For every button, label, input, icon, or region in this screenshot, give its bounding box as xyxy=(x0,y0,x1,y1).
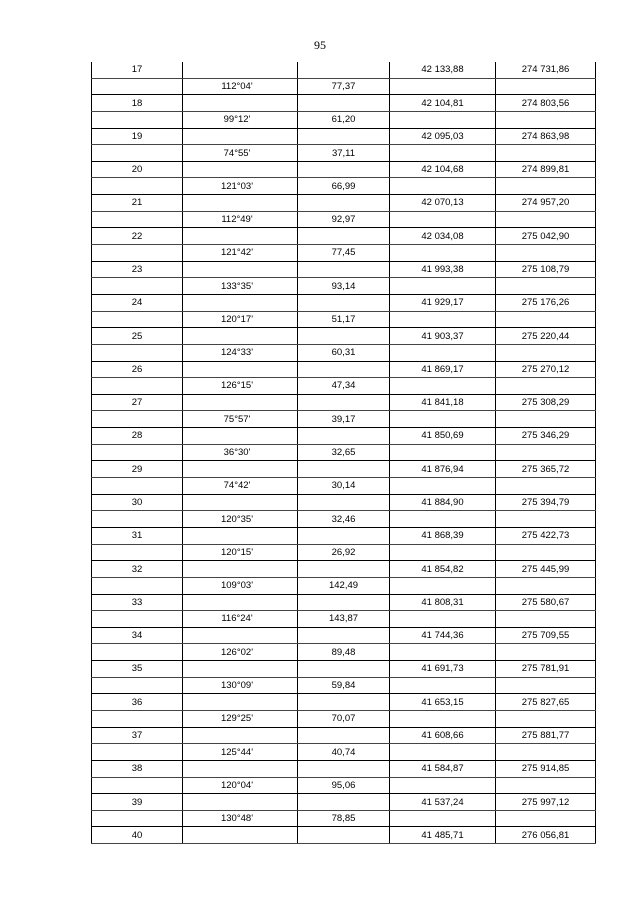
cell-x: 42 104,81 xyxy=(390,95,496,112)
cell-distance xyxy=(298,627,390,644)
table-row-segment xyxy=(92,577,596,594)
cell-angle: 133°35' xyxy=(183,278,298,295)
cell-angle xyxy=(183,294,298,311)
table-row-point xyxy=(92,527,596,544)
table-row-segment xyxy=(92,710,596,727)
cell-point-id xyxy=(92,78,183,95)
cell-point-id: 33 xyxy=(92,594,183,611)
cell-y: 274 803,56 xyxy=(496,95,596,112)
cell-x xyxy=(390,577,496,594)
cell-angle: 124°33' xyxy=(183,344,298,361)
cell-point-id xyxy=(92,710,183,727)
cell-y: 275 042,90 xyxy=(496,228,596,245)
cell-point-id xyxy=(92,611,183,628)
cell-point-id xyxy=(92,511,183,528)
cell-angle: 125°44' xyxy=(183,744,298,761)
cell-point-id xyxy=(92,278,183,295)
cell-angle: 109°03' xyxy=(183,577,298,594)
cell-distance xyxy=(298,361,390,378)
cell-distance: 77,37 xyxy=(298,78,390,95)
cell-y: 275 220,44 xyxy=(496,328,596,345)
cell-distance: 37,11 xyxy=(298,145,390,162)
cell-x xyxy=(390,810,496,827)
cell-point-id: 29 xyxy=(92,461,183,478)
table-row-segment xyxy=(92,810,596,827)
table-row-segment xyxy=(92,644,596,661)
cell-y: 275 108,79 xyxy=(496,261,596,278)
cell-x xyxy=(390,211,496,228)
cell-y xyxy=(496,677,596,694)
cell-distance xyxy=(298,794,390,811)
cell-distance xyxy=(298,561,390,578)
cell-point-id xyxy=(92,211,183,228)
cell-distance: 92,97 xyxy=(298,211,390,228)
cell-distance xyxy=(298,827,390,844)
cell-point-id xyxy=(92,444,183,461)
cell-angle xyxy=(183,261,298,278)
cell-distance: 30,14 xyxy=(298,478,390,495)
cell-point-id: 18 xyxy=(92,95,183,112)
cell-point-id xyxy=(92,810,183,827)
cell-point-id: 39 xyxy=(92,794,183,811)
cell-distance xyxy=(298,161,390,178)
cell-angle xyxy=(183,195,298,212)
table-row-segment xyxy=(92,777,596,794)
cell-point-id xyxy=(92,311,183,328)
cell-y: 275 781,91 xyxy=(496,661,596,678)
cell-y: 276 056,81 xyxy=(496,827,596,844)
cell-y xyxy=(496,178,596,195)
cell-point-id: 24 xyxy=(92,294,183,311)
cell-point-id xyxy=(92,644,183,661)
cell-point-id: 31 xyxy=(92,527,183,544)
cell-distance: 89,48 xyxy=(298,644,390,661)
cell-distance: 51,17 xyxy=(298,311,390,328)
cell-x xyxy=(390,444,496,461)
table-row-point xyxy=(92,294,596,311)
cell-y: 275 580,67 xyxy=(496,594,596,611)
cell-x xyxy=(390,544,496,561)
cell-angle xyxy=(183,328,298,345)
table-row-point xyxy=(92,95,596,112)
cell-distance: 70,07 xyxy=(298,710,390,727)
cell-point-id xyxy=(92,544,183,561)
table-row-segment xyxy=(92,511,596,528)
cell-distance xyxy=(298,128,390,145)
cell-y xyxy=(496,478,596,495)
table-row-segment xyxy=(92,378,596,395)
table-row-segment xyxy=(92,744,596,761)
table-row-point xyxy=(92,661,596,678)
cell-distance: 32,46 xyxy=(298,511,390,528)
cell-x xyxy=(390,111,496,128)
cell-x xyxy=(390,677,496,694)
cell-distance xyxy=(298,527,390,544)
cell-angle xyxy=(183,461,298,478)
cell-point-id: 27 xyxy=(92,394,183,411)
cell-y xyxy=(496,577,596,594)
cell-y xyxy=(496,145,596,162)
cell-y: 275 394,79 xyxy=(496,494,596,511)
cell-x: 41 929,17 xyxy=(390,294,496,311)
cell-angle xyxy=(183,394,298,411)
cell-point-id: 37 xyxy=(92,727,183,744)
cell-angle xyxy=(183,694,298,711)
cell-angle xyxy=(183,661,298,678)
cell-x: 42 034,08 xyxy=(390,228,496,245)
cell-angle xyxy=(183,428,298,445)
cell-angle: 121°03' xyxy=(183,178,298,195)
cell-distance xyxy=(298,261,390,278)
cell-x: 41 608,66 xyxy=(390,727,496,744)
cell-x: 41 903,37 xyxy=(390,328,496,345)
cell-x: 41 884,90 xyxy=(390,494,496,511)
cell-distance xyxy=(298,95,390,112)
table-row-point xyxy=(92,161,596,178)
cell-x xyxy=(390,278,496,295)
table-row-segment xyxy=(92,411,596,428)
cell-y xyxy=(496,111,596,128)
page-number: 95 xyxy=(314,38,326,52)
cell-x xyxy=(390,245,496,262)
table-row-point xyxy=(92,128,596,145)
table-row-segment xyxy=(92,344,596,361)
cell-point-id xyxy=(92,478,183,495)
table-row-point xyxy=(92,195,596,212)
cell-y: 274 863,98 xyxy=(496,128,596,145)
cell-distance xyxy=(298,228,390,245)
cell-y xyxy=(496,311,596,328)
cell-x: 42 095,03 xyxy=(390,128,496,145)
table-row-point xyxy=(92,594,596,611)
cell-y xyxy=(496,710,596,727)
cell-angle xyxy=(183,627,298,644)
cell-point-id: 17 xyxy=(92,62,183,78)
cell-x: 41 868,39 xyxy=(390,527,496,544)
table-row-point xyxy=(92,461,596,478)
cell-angle xyxy=(183,794,298,811)
cell-distance: 59,84 xyxy=(298,677,390,694)
cell-x xyxy=(390,710,496,727)
cell-y xyxy=(496,245,596,262)
cell-point-id xyxy=(92,344,183,361)
cell-distance xyxy=(298,694,390,711)
table-row-point xyxy=(92,494,596,511)
table-row-segment xyxy=(92,311,596,328)
table-row-segment xyxy=(92,178,596,195)
cell-point-id xyxy=(92,145,183,162)
cell-distance: 142,49 xyxy=(298,577,390,594)
cell-x: 42 133,88 xyxy=(390,62,496,78)
cell-x: 41 691,73 xyxy=(390,661,496,678)
cell-x xyxy=(390,511,496,528)
cell-x xyxy=(390,478,496,495)
table-row-segment xyxy=(92,677,596,694)
cell-x: 41 653,15 xyxy=(390,694,496,711)
cell-angle xyxy=(183,594,298,611)
cell-point-id xyxy=(92,245,183,262)
table-row-point xyxy=(92,361,596,378)
cell-y: 275 827,65 xyxy=(496,694,596,711)
cell-y xyxy=(496,777,596,794)
cell-y: 275 365,72 xyxy=(496,461,596,478)
cell-x: 41 485,71 xyxy=(390,827,496,844)
cell-distance xyxy=(298,62,390,78)
cell-y: 275 997,12 xyxy=(496,794,596,811)
table-row-point xyxy=(92,561,596,578)
cell-angle xyxy=(183,527,298,544)
table-row-segment xyxy=(92,611,596,628)
cell-x xyxy=(390,411,496,428)
cell-angle xyxy=(183,561,298,578)
cell-x xyxy=(390,178,496,195)
cell-angle xyxy=(183,95,298,112)
cell-y: 275 445,99 xyxy=(496,561,596,578)
cell-angle: 126°15' xyxy=(183,378,298,395)
cell-angle: 36°30' xyxy=(183,444,298,461)
coordinates-table xyxy=(91,62,596,844)
cell-y xyxy=(496,511,596,528)
cell-x: 41 850,69 xyxy=(390,428,496,445)
cell-point-id: 30 xyxy=(92,494,183,511)
table-row-segment xyxy=(92,544,596,561)
table-row-point xyxy=(92,760,596,777)
cell-angle: 112°04' xyxy=(183,78,298,95)
cell-distance: 95,06 xyxy=(298,777,390,794)
cell-y: 275 881,77 xyxy=(496,727,596,744)
cell-angle: 112°49' xyxy=(183,211,298,228)
cell-x xyxy=(390,344,496,361)
cell-y xyxy=(496,278,596,295)
cell-distance xyxy=(298,661,390,678)
cell-x xyxy=(390,611,496,628)
coordinates-table-body xyxy=(92,62,596,844)
cell-x: 41 744,36 xyxy=(390,627,496,644)
cell-x: 41 537,24 xyxy=(390,794,496,811)
cell-distance: 60,31 xyxy=(298,344,390,361)
cell-angle: 129°25' xyxy=(183,710,298,727)
cell-point-id: 21 xyxy=(92,195,183,212)
cell-angle xyxy=(183,62,298,78)
cell-distance xyxy=(298,494,390,511)
cell-angle xyxy=(183,727,298,744)
cell-angle xyxy=(183,827,298,844)
cell-angle: 120°15' xyxy=(183,544,298,561)
cell-y xyxy=(496,344,596,361)
cell-distance: 39,17 xyxy=(298,411,390,428)
cell-point-id xyxy=(92,378,183,395)
cell-angle: 130°48' xyxy=(183,810,298,827)
table-row-point xyxy=(92,694,596,711)
cell-x xyxy=(390,78,496,95)
cell-y: 275 914,85 xyxy=(496,760,596,777)
cell-angle: 74°42' xyxy=(183,478,298,495)
cell-y: 274 957,20 xyxy=(496,195,596,212)
table-row-point xyxy=(92,261,596,278)
cell-y: 275 422,73 xyxy=(496,527,596,544)
cell-angle xyxy=(183,128,298,145)
cell-y: 274 731,86 xyxy=(496,62,596,78)
cell-distance: 78,85 xyxy=(298,810,390,827)
table-row-segment xyxy=(92,444,596,461)
cell-distance: 40,74 xyxy=(298,744,390,761)
cell-point-id: 34 xyxy=(92,627,183,644)
table-row-point xyxy=(92,328,596,345)
cell-y xyxy=(496,810,596,827)
cell-angle: 99°12' xyxy=(183,111,298,128)
cell-angle: 130°09' xyxy=(183,677,298,694)
table-row-point xyxy=(92,428,596,445)
table-row-point xyxy=(92,627,596,644)
cell-y xyxy=(496,611,596,628)
cell-point-id xyxy=(92,577,183,594)
cell-point-id: 28 xyxy=(92,428,183,445)
table-row-segment xyxy=(92,211,596,228)
cell-distance xyxy=(298,760,390,777)
cell-angle xyxy=(183,228,298,245)
cell-y: 275 308,29 xyxy=(496,394,596,411)
cell-y xyxy=(496,644,596,661)
cell-x xyxy=(390,145,496,162)
cell-point-id: 22 xyxy=(92,228,183,245)
cell-x xyxy=(390,744,496,761)
cell-y: 275 709,55 xyxy=(496,627,596,644)
cell-y xyxy=(496,544,596,561)
cell-x: 41 854,82 xyxy=(390,561,496,578)
table-row-segment xyxy=(92,78,596,95)
cell-y xyxy=(496,411,596,428)
table-row-point xyxy=(92,62,596,78)
cell-angle xyxy=(183,760,298,777)
cell-distance: 143,87 xyxy=(298,611,390,628)
cell-y xyxy=(496,211,596,228)
table-row-segment xyxy=(92,278,596,295)
cell-distance xyxy=(298,428,390,445)
table-row-point xyxy=(92,827,596,844)
cell-x: 41 869,17 xyxy=(390,361,496,378)
cell-point-id: 32 xyxy=(92,561,183,578)
cell-y: 275 176,26 xyxy=(496,294,596,311)
cell-distance: 32,65 xyxy=(298,444,390,461)
cell-point-id: 23 xyxy=(92,261,183,278)
cell-point-id: 26 xyxy=(92,361,183,378)
cell-angle: 121°42' xyxy=(183,245,298,262)
cell-angle: 75°57' xyxy=(183,411,298,428)
cell-point-id: 20 xyxy=(92,161,183,178)
cell-y xyxy=(496,744,596,761)
cell-x xyxy=(390,777,496,794)
cell-point-id xyxy=(92,744,183,761)
cell-x xyxy=(390,311,496,328)
table-row-segment xyxy=(92,145,596,162)
cell-distance xyxy=(298,394,390,411)
cell-distance xyxy=(298,195,390,212)
cell-distance: 26,92 xyxy=(298,544,390,561)
table-row-segment xyxy=(92,245,596,262)
cell-y: 275 270,12 xyxy=(496,361,596,378)
cell-point-id xyxy=(92,777,183,794)
cell-angle xyxy=(183,161,298,178)
cell-distance: 93,14 xyxy=(298,278,390,295)
cell-angle xyxy=(183,494,298,511)
cell-angle: 74°55' xyxy=(183,145,298,162)
cell-x xyxy=(390,644,496,661)
cell-point-id xyxy=(92,178,183,195)
cell-y xyxy=(496,78,596,95)
cell-x: 41 876,94 xyxy=(390,461,496,478)
cell-distance: 66,99 xyxy=(298,178,390,195)
cell-distance xyxy=(298,461,390,478)
cell-angle: 116°24' xyxy=(183,611,298,628)
cell-x: 42 070,13 xyxy=(390,195,496,212)
cell-y xyxy=(496,378,596,395)
cell-point-id xyxy=(92,677,183,694)
table-row-segment xyxy=(92,478,596,495)
cell-point-id: 36 xyxy=(92,694,183,711)
cell-x: 41 584,87 xyxy=(390,760,496,777)
cell-x: 41 993,38 xyxy=(390,261,496,278)
cell-distance xyxy=(298,328,390,345)
cell-distance: 77,45 xyxy=(298,245,390,262)
cell-angle: 120°04' xyxy=(183,777,298,794)
cell-angle: 120°35' xyxy=(183,511,298,528)
cell-y xyxy=(496,444,596,461)
table-row-point xyxy=(92,794,596,811)
table-row-point xyxy=(92,394,596,411)
cell-distance xyxy=(298,294,390,311)
table-row-point xyxy=(92,727,596,744)
cell-point-id: 40 xyxy=(92,827,183,844)
cell-y: 274 899,81 xyxy=(496,161,596,178)
cell-point-id: 25 xyxy=(92,328,183,345)
cell-x xyxy=(390,378,496,395)
table-row-segment xyxy=(92,111,596,128)
cell-x: 41 808,31 xyxy=(390,594,496,611)
cell-x: 42 104,68 xyxy=(390,161,496,178)
table-row-point xyxy=(92,228,596,245)
cell-angle xyxy=(183,361,298,378)
cell-point-id xyxy=(92,411,183,428)
cell-point-id: 35 xyxy=(92,661,183,678)
cell-point-id: 38 xyxy=(92,760,183,777)
cell-distance xyxy=(298,594,390,611)
cell-angle: 126°02' xyxy=(183,644,298,661)
cell-distance: 61,20 xyxy=(298,111,390,128)
cell-distance xyxy=(298,727,390,744)
cell-angle: 120°17' xyxy=(183,311,298,328)
cell-point-id: 19 xyxy=(92,128,183,145)
cell-x: 41 841,18 xyxy=(390,394,496,411)
cell-point-id xyxy=(92,111,183,128)
cell-distance: 47,34 xyxy=(298,378,390,395)
cell-y: 275 346,29 xyxy=(496,428,596,445)
